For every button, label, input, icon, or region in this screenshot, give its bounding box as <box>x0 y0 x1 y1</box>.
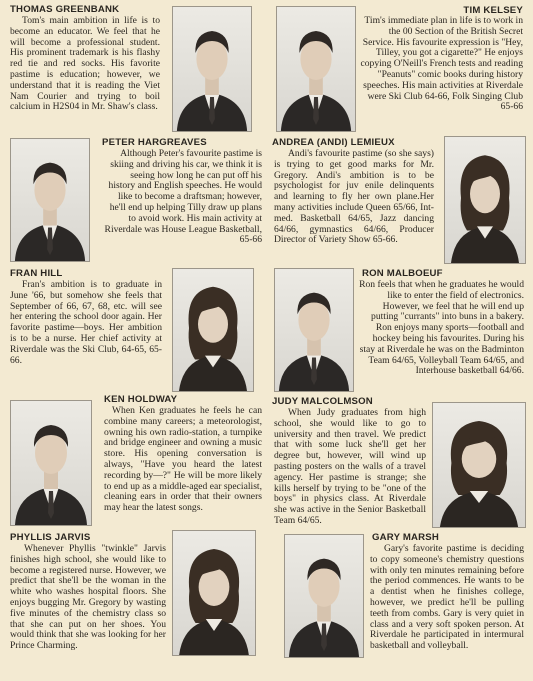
student-name: ANDREA (ANDI) LEMIEUX <box>272 137 395 148</box>
boy-portrait-icon <box>275 269 353 391</box>
student-photo <box>10 400 92 526</box>
girl-portrait-icon <box>433 403 525 527</box>
student-name: PETER HARGREAVES <box>102 137 207 148</box>
student-photo <box>274 268 354 392</box>
student-name: RON MALBOEUF <box>362 268 443 279</box>
student-photo <box>172 6 252 132</box>
student-name: KEN HOLDWAY <box>104 394 178 405</box>
boy-portrait-icon <box>11 139 89 261</box>
student-photo <box>172 530 256 656</box>
girl-portrait-icon <box>173 269 253 391</box>
student-photo <box>276 6 356 132</box>
student-name: FRAN HILL <box>10 268 63 279</box>
boy-portrait-icon <box>11 401 91 525</box>
student-photo <box>444 136 526 264</box>
student-name: PHYLLIS JARVIS <box>10 532 91 543</box>
student-bio: Tim's immediate plan in life is to work in the 00 Section of the British Secret Service. His favourite expression is "Hey, Tilley, you got a cigarette?" He enjoys copying O'Neill's French tests and reading "Peanuts" comic books during history speeches. His main activities at Riverdale were Ski Club 64-66, Folk Singing Club 65-66 <box>360 15 523 113</box>
boy-portrait-icon <box>277 7 355 131</box>
student-photo <box>284 534 364 658</box>
student-photo <box>10 138 90 262</box>
girl-portrait-icon <box>173 531 255 655</box>
boy-portrait-icon <box>285 535 363 657</box>
girl-portrait-icon <box>445 137 525 263</box>
student-name: TIM KELSEY <box>463 5 523 16</box>
student-bio: When Ken graduates he feels he can combine many careers; a meteorologist, owning his own radio-station, a turnpike and bridge engineer and owning a music store. His opening conversation is always, "Have you heard the latest recording by—?" He will be more likely to end up as a middle-aged ear specialist, cleaning ears in order that their owners may hear the latest songs. <box>104 405 262 514</box>
student-photo <box>432 402 526 528</box>
student-photo <box>172 268 254 392</box>
student-bio: Andi's favourite pastime (so she says) is trying to get good marks for Mr. Gregory. Andi's ambition is to be psychologist for juv enile delinquents and learning to fly her own plane.Her many activities include Queen 65/66, Int-med. Basketball 64/65, Jazz dancing 64/66, gymnastics 64/66, Producer Director of Variety Show 65-66. <box>274 148 434 246</box>
student-name: GARY MARSH <box>372 532 440 543</box>
student-name: JUDY MALCOLMSON <box>272 396 373 407</box>
student-bio: Fran's ambition is to graduate in June '66, but somehow she feels that September of 66, 67, 68, etc. will see her entering the school door again. Her favorite pastime—boys. Her ambition is to be a nurse. Her chief activity at Riverdale was the Ski Club, 64-65, 65-66. <box>10 279 162 366</box>
student-bio: Whenever Phyllis "twinkle" Jarvis finishes high school, she would like to become a registered nurse. However, we predict that she'll be the woman in the white who washes hospital floors. She enjoys bugging Mr. Gregory by wasting five minutes of the chemistry class so that she can put on her shoes. You would think that she was looking for her Prince Charming. <box>10 543 166 652</box>
student-bio: Although Peter's favourite pastime is skiing and driving his car, we think it is seeing how long he can put off his history and English speeches. He would like to become a draftsman; however, he'll end up helping Tilly draw up plans to avoid work. His main activity at Riverdale was House League Basketball, 65-66 <box>104 148 262 246</box>
student-bio: Tom's main ambition in life is to become an educator. We feel that he will become a professional student. His prominent trademark is his flashy red tie and red socks. His favorite pastime is education; however, we understand that it is reading the Viet Nam Courier and trying to boil calcium in H2S04 in Mr. Shaw's class. <box>10 15 160 113</box>
student-bio: Ron feels that when he graduates he would like to enter the field of electronics. However, we feel that he will end up putting "currants" into buns in a bakery. Ron enjoys many sports—football and hockey being his favourites. During his stay at Riverdale he was on the Badminton Team 64/65, Volleyball Team 64/65, and Interhouse basketball 64/66. <box>359 279 524 377</box>
student-bio: Gary's favorite pastime is deciding to copy someone's chemistry questions with only ten minutes remaining before the period commences. He wants to be a dentist when he finishes college, however, we predict he'll be pulling teeth from combs. Gary is very quiet in class and a very soft spoken person. At Riverdale he participated in intermural basketball and volleyball. <box>370 543 524 652</box>
boy-portrait-icon <box>173 7 251 131</box>
student-bio: When Judy graduates from high school, she would like to go to university and then travel. We predict that with some luck she'll get her degree but, however, will wind up pasting posters on the walls of a travel agency. Her pastime is strange; she kills herself by trying to be "one of the boys" in physics class. At Riverdale she was active in the Senior Basketball Team 64/65. <box>274 407 426 526</box>
student-name: THOMAS GREENBANK <box>10 4 120 15</box>
